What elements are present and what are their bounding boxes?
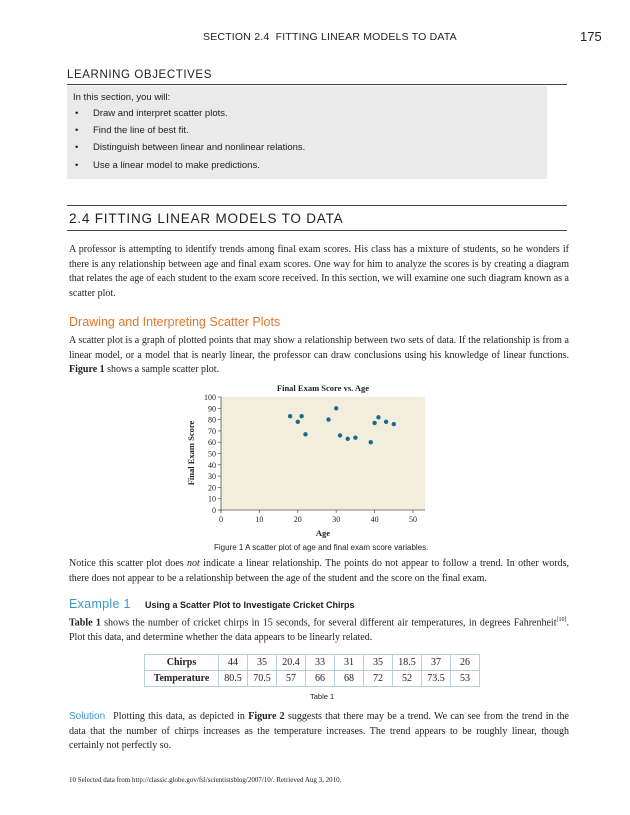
table-cell: 44	[219, 655, 248, 671]
list-item: • Find the line of best fit.	[73, 125, 305, 142]
learning-objectives-title: LEARNING OBJECTIVES	[67, 69, 212, 81]
table-row	[145, 655, 480, 671]
page-number: 175	[580, 29, 602, 44]
table-cell: 18.5	[393, 655, 422, 671]
data-point	[369, 440, 373, 444]
data-point	[372, 421, 376, 425]
data-point	[303, 432, 307, 436]
figure-caption: Figure 1 A scatter plot of age and final exam score variables.	[214, 543, 429, 552]
y-tick-label: 30	[208, 472, 216, 482]
intro-paragraph: A professor is attempting to identify trends among final exam scores. His class has a mixture of students, so he wonders if there is any relationship between age and final exam scores. One way for him to analyze the scores is by creating a diagram that relates the age of each student to the exam score received. In this section, we will examine one such diagram known as a scatter plot.	[69, 244, 569, 299]
table-cell: 66	[306, 671, 335, 687]
list-item: • Use a linear model to make predictions.	[73, 160, 305, 177]
emphasis: not	[187, 558, 200, 569]
running-head	[203, 31, 457, 43]
x-tick-label: 30	[332, 515, 341, 524]
section-title: 2.4 FITTING LINEAR MODELS TO DATA	[69, 211, 344, 226]
data-point	[346, 437, 350, 441]
table-cell: 35	[248, 655, 277, 671]
divider	[67, 84, 567, 85]
paragraph-text: suggests that there may be a trend. We can see from the trend in the data that the number of chirps increases as the temperature increases. The trend appears to be roughly linear, though certainly not perfectly so.	[69, 711, 569, 752]
list-item: • Draw and interpret scatter plots.	[73, 108, 305, 125]
data-point	[299, 414, 303, 418]
table-cell: 26	[451, 655, 480, 671]
table-caption: Table 1	[310, 692, 335, 701]
y-tick-label: 70	[208, 426, 216, 436]
section-label: SECTION 2.4	[203, 31, 270, 43]
solution-label: Solution	[69, 711, 106, 722]
data-point	[376, 415, 380, 419]
x-ticks	[219, 510, 417, 524]
paragraph-text: shows the number of cricket chirps in 15 seconds, for several different air temperatures, in degrees Fahrenheit	[100, 617, 557, 629]
table-cell: 35	[364, 655, 393, 671]
table-cell: 37	[422, 655, 451, 671]
y-tick-label: 40	[208, 460, 216, 470]
table-cell: 80.5	[219, 671, 248, 687]
figure-reference: Figure 1	[69, 364, 105, 376]
cricket-data-table	[144, 654, 480, 687]
table-reference: Table 1	[69, 617, 101, 629]
y-tick-label: 50	[208, 449, 216, 459]
x-tick-label: 0	[219, 515, 223, 524]
y-tick-label: 0	[212, 506, 216, 515]
example-label: Example 1	[69, 597, 131, 611]
data-point	[392, 422, 396, 426]
table-cell: 72	[364, 671, 393, 687]
table-cell: 73.5	[422, 671, 451, 687]
y-tick-label: 80	[208, 415, 216, 425]
y-ticks	[204, 393, 221, 515]
example-paragraph	[69, 613, 569, 646]
table-cell: 57	[277, 671, 306, 687]
x-tick-label: 10	[255, 515, 264, 524]
data-point	[288, 414, 292, 418]
x-tick-label: 20	[293, 515, 302, 524]
y-tick-label: 90	[208, 404, 216, 414]
paragraph-text: indicate a linear relationship. The points do not appear to follow a trend. In other words, there does not appear to be a relationship between the age of the student and the score on the final exam.	[69, 558, 569, 584]
table-cell: 70.5	[248, 671, 277, 687]
table-row	[145, 671, 480, 687]
learning-objectives-list	[73, 108, 305, 177]
example-title: Using a Scatter Plot to Investigate Cricket Chirps	[145, 600, 355, 610]
table-cell: 20.4	[277, 655, 306, 671]
y-tick-label: 100	[204, 393, 216, 402]
table-cell: 31	[335, 655, 364, 671]
footnote-reference: [10]	[556, 617, 567, 623]
table-cell: 33	[306, 655, 335, 671]
x-tick-label: 40	[370, 515, 379, 524]
table-cell: 68	[335, 671, 364, 687]
data-point	[296, 420, 300, 424]
row-header: Temperature	[145, 671, 219, 687]
data-point	[334, 406, 338, 410]
y-tick-label: 20	[208, 483, 216, 493]
learning-objectives-intro: In this section, you will:	[73, 92, 171, 103]
list-item: • Distinguish between linear and nonlinear relations.	[73, 142, 305, 159]
x-tick-label: 50	[409, 515, 417, 524]
paragraph-text: . Plot this data, and determine whether the data appears to be linearly related.	[69, 617, 569, 643]
scatter-plot-paragraph	[69, 334, 569, 378]
section-running-title: FITTING LINEAR MODELS TO DATA	[275, 31, 457, 43]
subsection-heading: Drawing and Interpreting Scatter Plots	[69, 315, 281, 329]
paragraph-text: Notice this scatter plot does	[69, 558, 188, 569]
divider	[67, 230, 567, 231]
notice-paragraph	[69, 557, 569, 586]
data-point	[384, 420, 388, 424]
row-header: Chirps	[145, 655, 219, 671]
plot-background	[221, 397, 425, 510]
y-axis-label: Final Exam Score	[186, 420, 196, 486]
data-point	[353, 435, 357, 439]
table-cell: 52	[393, 671, 422, 687]
data-point	[326, 417, 330, 421]
data-point	[338, 433, 342, 437]
scatter-plot-chart	[180, 378, 445, 543]
divider	[67, 205, 567, 206]
chart-title: Final Exam Score vs. Age	[276, 383, 370, 393]
y-tick-label: 10	[208, 494, 216, 504]
x-axis-label: Age	[315, 528, 331, 538]
paragraph-text: shows a sample scatter plot.	[104, 364, 220, 376]
y-tick-label: 60	[208, 438, 216, 448]
solution-paragraph	[69, 710, 569, 754]
figure-reference: Figure 2	[248, 711, 285, 722]
paragraph-text: Plotting this data, as depicted in	[113, 711, 249, 722]
table-cell: 53	[451, 671, 480, 687]
paragraph-text: A scatter plot is a graph of plotted points that may show a relationship between two sets of data. If the relationship is from a linear model, or a model that is nearly linear, the professor can draw conclusions using his knowledge of linear functions.	[69, 335, 569, 361]
footnote: 10 Selected data from http://classic.globe.gov/fsl/scientistsblog/2007/10/. Retrieved Aug 3, 2010.	[69, 776, 342, 784]
